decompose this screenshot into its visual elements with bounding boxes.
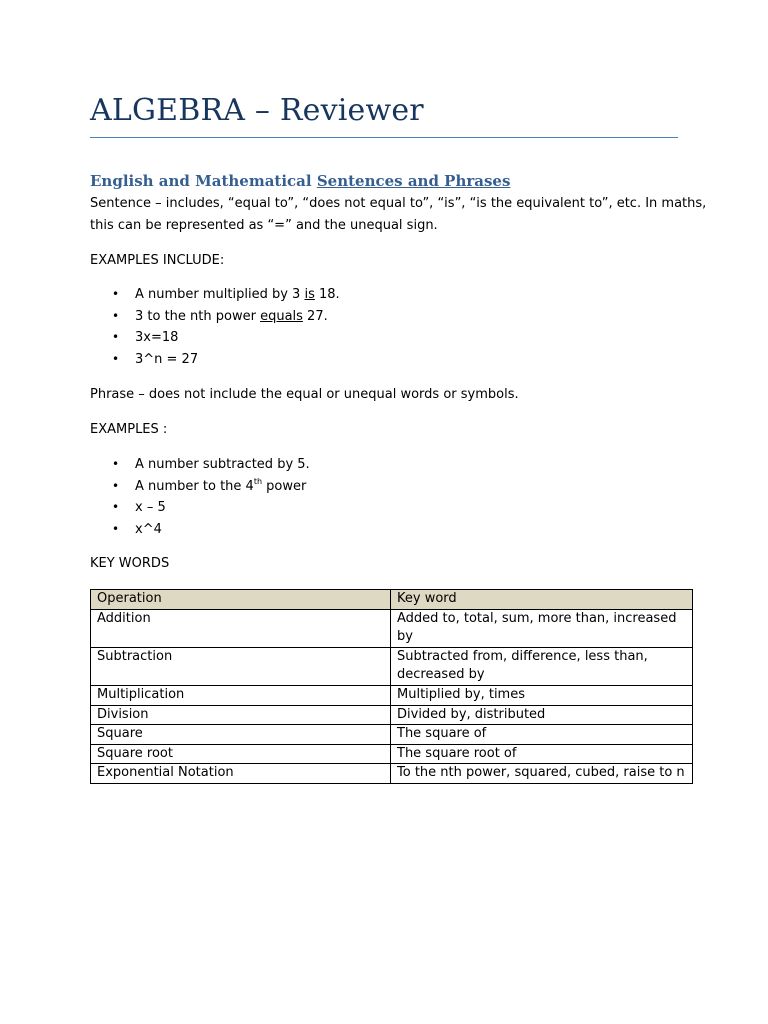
key-words-label: KEY WORDS: [90, 556, 170, 571]
example-underlined: is: [304, 287, 315, 302]
bullet-icon: •: [112, 457, 120, 471]
table-cell: Division: [91, 705, 391, 725]
table-header-keyword: Key word: [391, 590, 693, 610]
table-row: [91, 647, 693, 685]
superscript: th: [253, 476, 263, 486]
example-text: A number subtracted by 5.: [135, 457, 310, 472]
example-text-end: power: [262, 478, 307, 494]
example-underlined: equals: [260, 308, 303, 324]
table-cell: Divided by, distributed: [391, 705, 693, 725]
table-cell: Subtracted from, difference, less than, decreased by: [391, 647, 693, 685]
bullet-icon: •: [112, 522, 120, 537]
table-cell: Square root: [91, 744, 391, 764]
examples-include-label: EXAMPLES INCLUDE:: [90, 253, 225, 268]
key-words-table: [90, 589, 693, 784]
bullet-icon: •: [112, 330, 120, 345]
table-row: [91, 609, 693, 647]
example-text: x^4: [135, 522, 162, 538]
table-row: [91, 725, 693, 745]
table-cell: Multiplication: [91, 685, 391, 705]
sentence-definition-line-1: Sentence – includes, “equal to”, “does not equal to”, “is”, “is the equivalent to”, etc. In maths,: [90, 196, 707, 211]
table-row: [91, 705, 693, 725]
table-cell: Subtraction: [91, 647, 391, 685]
section-heading: [90, 172, 510, 190]
bullet-icon: •: [112, 308, 120, 323]
phrase-definition: Phrase – does not include the equal or unequal words or symbols.: [90, 387, 519, 402]
heading-underlined: Sentences and Phrases: [316, 172, 511, 190]
table-cell: To the nth power, squared, cubed, raise to n: [391, 764, 693, 784]
table-header-operation: Operation: [91, 590, 391, 610]
table-cell: Added to, total, sum, more than, increased by: [391, 609, 693, 647]
bullet-icon: •: [112, 287, 120, 301]
table-row: [91, 685, 693, 705]
bullet-icon: •: [112, 352, 120, 367]
table-header-row: [91, 590, 693, 610]
example-text: 3 to the nth power: [135, 308, 261, 324]
example-text-end: 27.: [302, 308, 328, 324]
table-cell: The square of: [391, 725, 693, 745]
example-text: A number to the 4: [135, 478, 254, 494]
heading-plain: English and Mathematical: [90, 172, 317, 190]
table-row: [91, 744, 693, 764]
table-cell: Multiplied by, times: [391, 685, 693, 705]
bullet-icon: •: [112, 478, 120, 493]
example-text: x – 5: [135, 500, 166, 516]
table-cell: Square: [91, 725, 391, 745]
title-underline-rule: [90, 137, 678, 138]
examples-label: EXAMPLES :: [90, 422, 168, 437]
example-text-end: 18.: [314, 287, 340, 302]
table-cell: Addition: [91, 609, 391, 647]
table-cell: The square root of: [391, 744, 693, 764]
sentence-definition-line-2: this can be represented as “=” and the unequal sign.: [90, 218, 438, 233]
example-text: 3^n = 27: [135, 352, 199, 368]
table-cell: Exponential Notation: [91, 764, 391, 784]
example-text: A number multiplied by 3: [135, 287, 305, 302]
table-row: [91, 764, 693, 784]
bullet-icon: •: [112, 500, 120, 515]
example-text: 3x=18: [135, 330, 179, 346]
document-title: ALGEBRA – Reviewer: [90, 93, 424, 128]
